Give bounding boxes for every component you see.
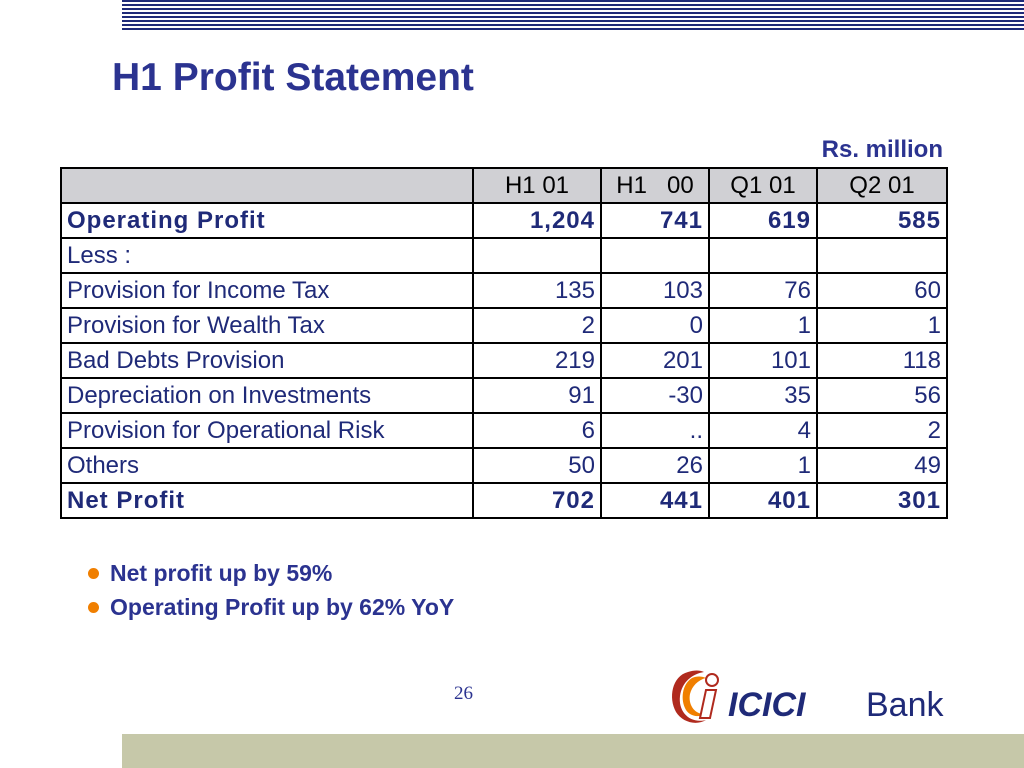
table-row xyxy=(61,448,947,483)
cell-q1-01: 619 xyxy=(709,203,817,238)
cell-q2-01: 301 xyxy=(817,483,947,518)
header-cell-q2-01: Q2 01 xyxy=(817,168,947,203)
row-label: Less : xyxy=(61,238,473,273)
header-cell-q1-01: Q1 01 xyxy=(709,168,817,203)
header-stripes xyxy=(122,0,1024,32)
cell-h1-00 xyxy=(601,238,709,273)
row-label: Others xyxy=(61,448,473,483)
cell-q2-01: 585 xyxy=(817,203,947,238)
bullet-dot-icon xyxy=(88,602,99,613)
table-row xyxy=(61,238,947,273)
bullet-text: Operating Profit up by 62% YoY xyxy=(110,594,455,620)
cell-h1-01: 2 xyxy=(473,308,601,343)
row-label: Provision for Wealth Tax xyxy=(61,308,473,343)
cell-q2-01: 1 xyxy=(817,308,947,343)
cell-h1-01: 6 xyxy=(473,413,601,448)
cell-h1-00: 741 xyxy=(601,203,709,238)
header-cell-h1-01: H1 01 xyxy=(473,168,601,203)
cell-q1-01: 101 xyxy=(709,343,817,378)
cell-q1-01 xyxy=(709,238,817,273)
table-row xyxy=(61,343,947,378)
page-number: 26 xyxy=(454,683,473,704)
cell-h1-00: -30 xyxy=(601,378,709,413)
cell-q1-01: 76 xyxy=(709,273,817,308)
cell-q2-01: 60 xyxy=(817,273,947,308)
cell-q2-01: 2 xyxy=(817,413,947,448)
units-label: Rs. million xyxy=(821,136,943,163)
row-label: Bad Debts Provision xyxy=(61,343,473,378)
table-row xyxy=(61,378,947,413)
table-row xyxy=(61,413,947,448)
header-cell-label xyxy=(61,168,473,203)
table-row xyxy=(61,273,947,308)
profit-statement-table xyxy=(60,167,948,519)
list-item xyxy=(88,556,454,590)
table-row xyxy=(61,203,947,238)
cell-h1-01: 135 xyxy=(473,273,601,308)
cell-h1-00: 26 xyxy=(601,448,709,483)
cell-h1-00: 0 xyxy=(601,308,709,343)
row-label: Net Profit xyxy=(61,483,473,518)
row-label: Depreciation on Investments xyxy=(61,378,473,413)
cell-q1-01: 401 xyxy=(709,483,817,518)
bullet-text: Net profit up by 59% xyxy=(110,560,333,586)
cell-h1-01: 91 xyxy=(473,378,601,413)
icici-logo-icon xyxy=(666,664,986,730)
cell-h1-01: 1,204 xyxy=(473,203,601,238)
cell-h1-00: 103 xyxy=(601,273,709,308)
row-label: Provision for Income Tax xyxy=(61,273,473,308)
list-item xyxy=(88,590,454,624)
cell-h1-00: 441 xyxy=(601,483,709,518)
icici-bank-logo xyxy=(666,664,986,730)
row-label: Provision for Operational Risk xyxy=(61,413,473,448)
footer-bar xyxy=(122,734,1024,768)
logo-wordmark-bank: Bank xyxy=(866,686,944,724)
cell-q2-01: 118 xyxy=(817,343,947,378)
bullet-dot-icon xyxy=(88,568,99,579)
cell-h1-01 xyxy=(473,238,601,273)
table-header-row xyxy=(61,168,947,203)
header-cell-h1-00: H1 00 xyxy=(601,168,709,203)
cell-q1-01: 4 xyxy=(709,413,817,448)
cell-q2-01 xyxy=(817,238,947,273)
cell-h1-01: 219 xyxy=(473,343,601,378)
cell-q1-01: 1 xyxy=(709,308,817,343)
highlights-list xyxy=(88,556,454,624)
cell-h1-00: .. xyxy=(601,413,709,448)
table-row xyxy=(61,483,947,518)
cell-q1-01: 1 xyxy=(709,448,817,483)
cell-q2-01: 56 xyxy=(817,378,947,413)
cell-h1-01: 50 xyxy=(473,448,601,483)
table-row xyxy=(61,308,947,343)
cell-h1-00: 201 xyxy=(601,343,709,378)
cell-h1-01: 702 xyxy=(473,483,601,518)
row-label: Operating Profit xyxy=(61,203,473,238)
logo-wordmark-icici: ICICI xyxy=(728,686,806,724)
slide-title: H1 Profit Statement xyxy=(112,56,474,99)
cell-q1-01: 35 xyxy=(709,378,817,413)
cell-q2-01: 49 xyxy=(817,448,947,483)
